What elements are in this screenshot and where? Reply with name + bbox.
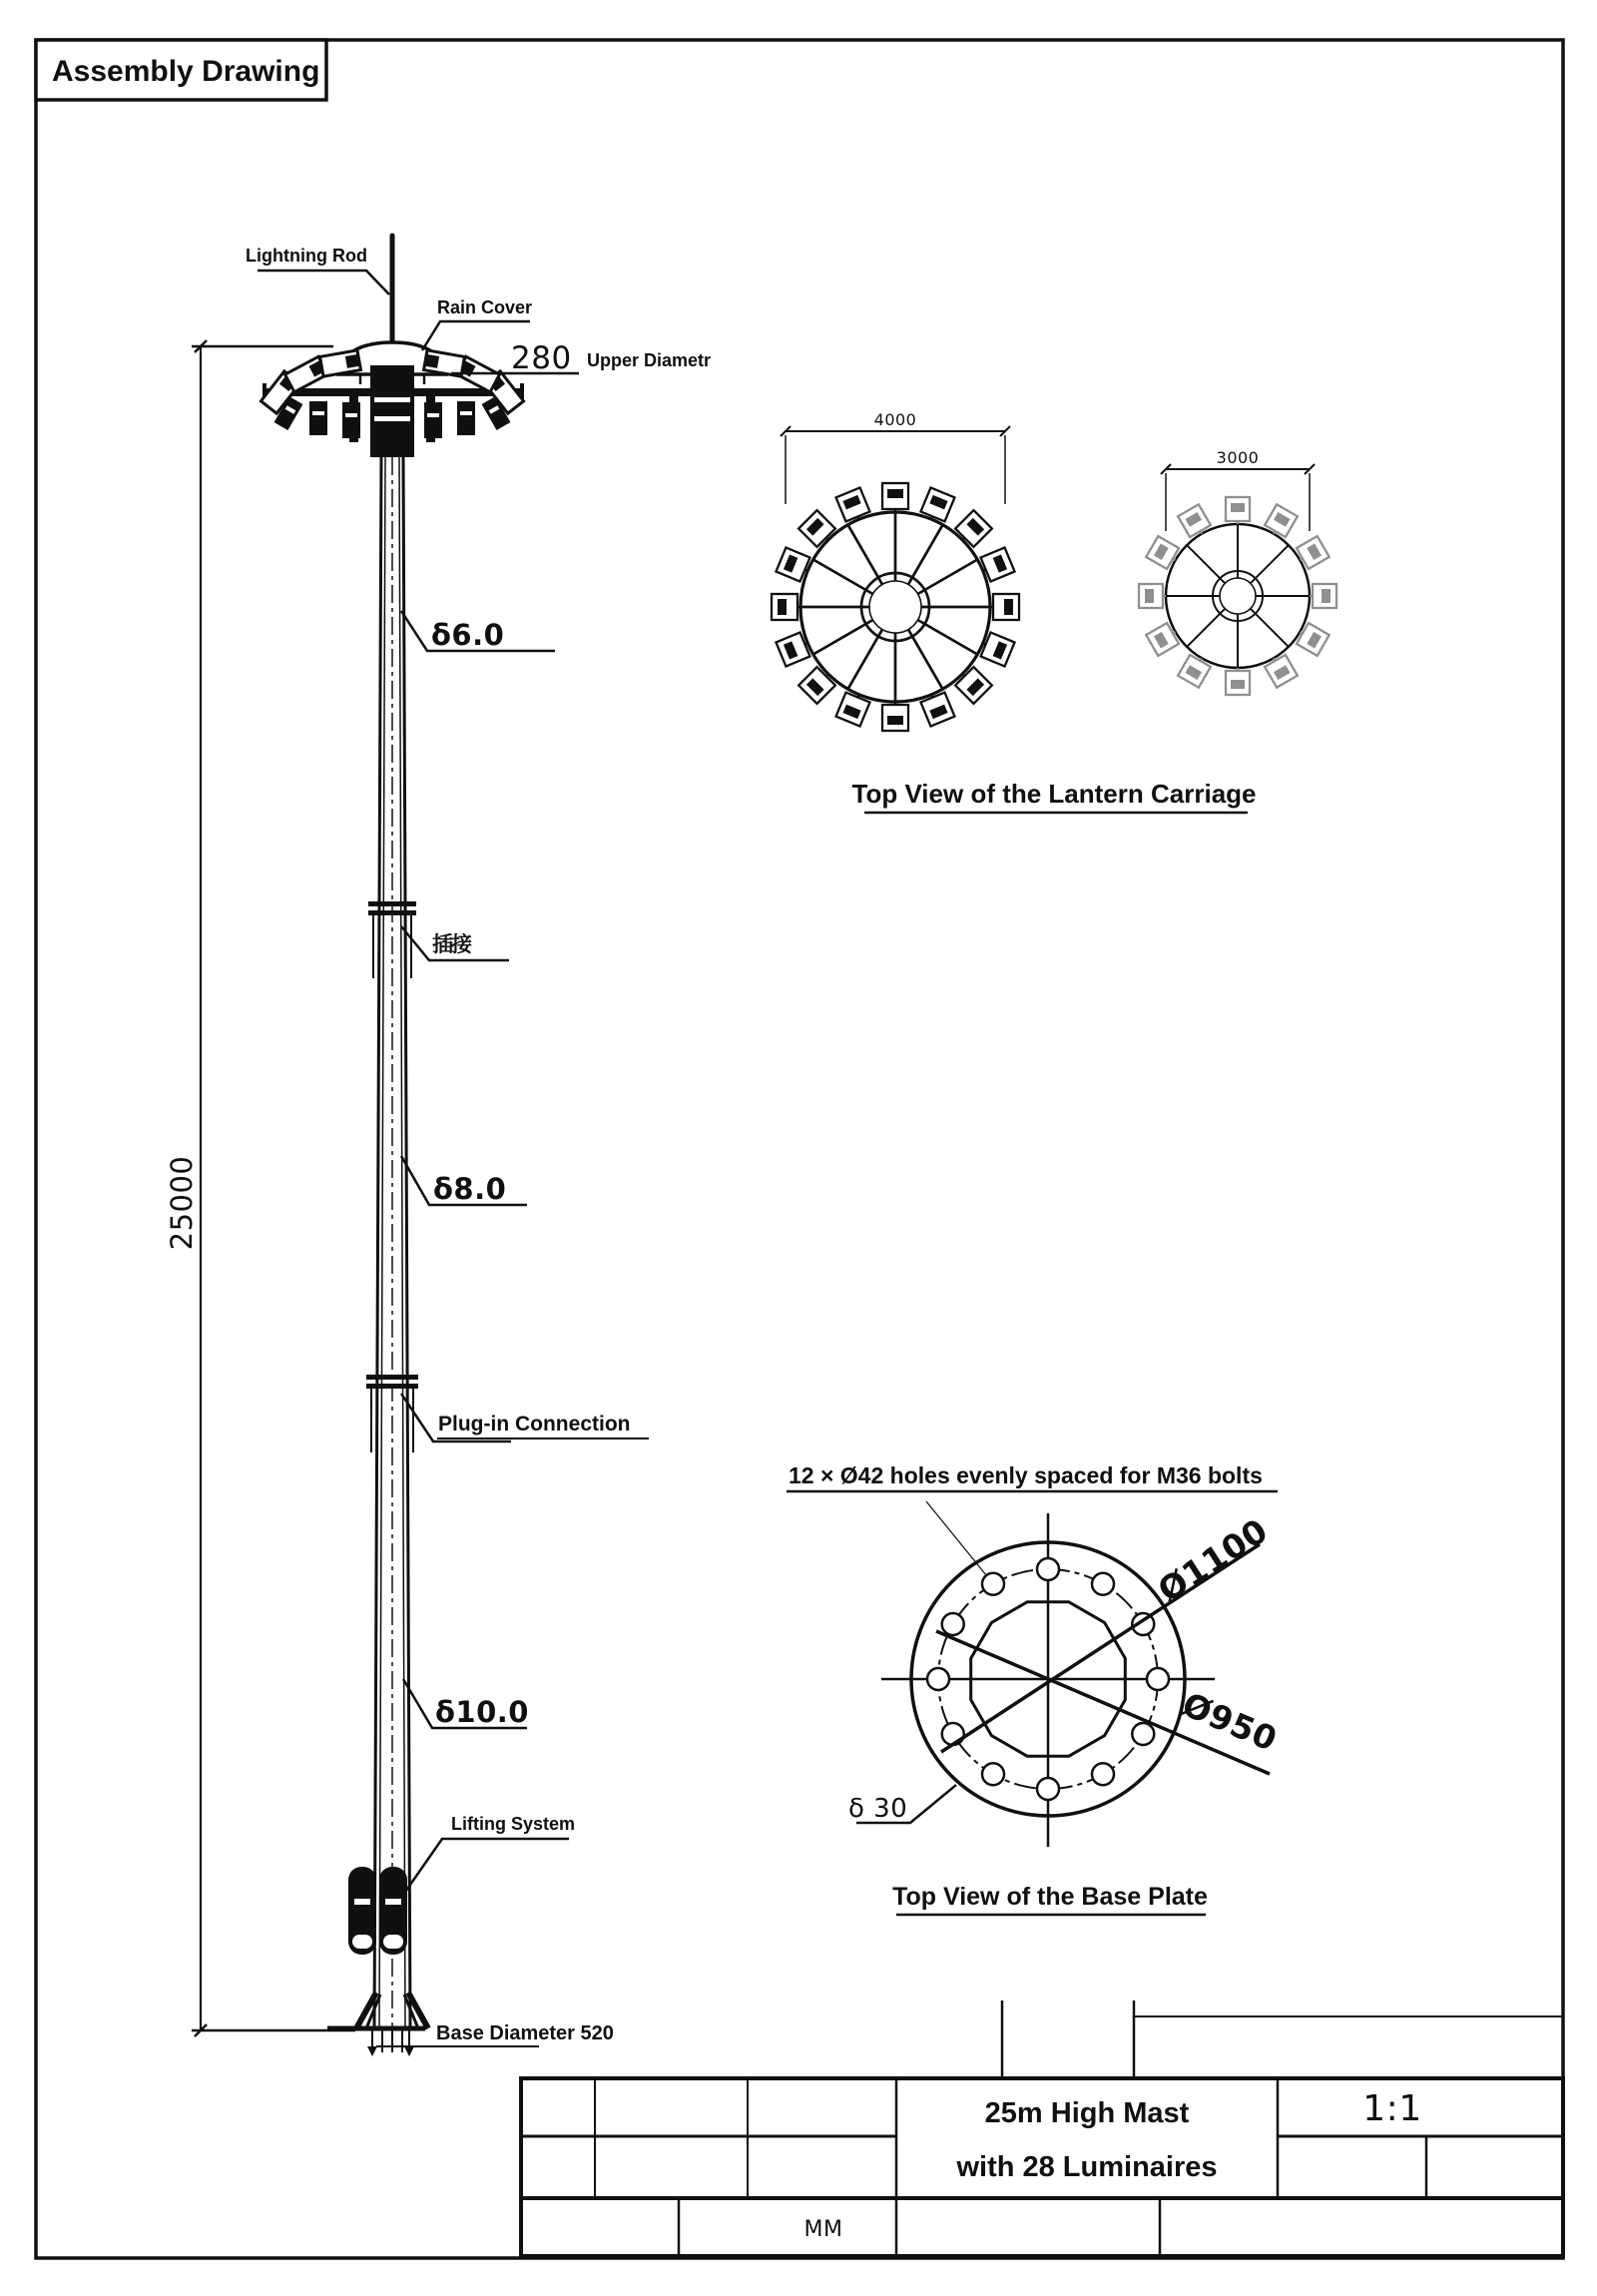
sheet-border [36, 40, 1563, 2258]
splice-label-cn: 插接 [432, 933, 470, 956]
outer-diameter-label: Ø1100 [1151, 1510, 1276, 1610]
plug-in-connection-label: Plug-in Connection [438, 1413, 631, 1435]
product-title-line1: 25m High Mast [984, 2097, 1190, 2129]
rain-cover-label: Rain Cover [437, 297, 533, 317]
dim-3000-label: 3000 [1216, 448, 1260, 467]
carriage-view-caption: Top View of the Lantern Carriage [851, 779, 1257, 809]
drawing-title-box [36, 40, 326, 100]
overall-height-dimension [165, 340, 355, 2036]
lantern-carriage-elevation [261, 350, 524, 457]
drawing-title: Assembly Drawing [52, 55, 320, 88]
elevation-labels [246, 246, 711, 2046]
carriage-wheel-large [772, 483, 1019, 731]
plate-thickness-label: δ 30 [848, 1794, 908, 1824]
units-value: MM [803, 2217, 843, 2242]
wall-thickness-mid-label: δ8.0 [433, 1172, 507, 1206]
pole-shaft [374, 457, 410, 2028]
mast-elevation [261, 236, 524, 2056]
lifting-system-graphic [348, 1867, 407, 1955]
product-title-line2: with 28 Luminaires [956, 2151, 1218, 2183]
overall-height-label: 25000 [165, 1155, 199, 1251]
base-plate-top-view [787, 1462, 1283, 1915]
dim-4000-label: 4000 [873, 410, 917, 429]
carriage-wheel-small [1139, 497, 1336, 695]
scale-value: 1:1 [1362, 2088, 1422, 2129]
upper-diameter-label: Upper Diametr [587, 350, 712, 370]
lifting-system-label: Lifting System [451, 1814, 576, 1834]
bolt-holes-note: 12 × Ø42 holes evenly spaced for M36 bolts [789, 1462, 1263, 1488]
wall-thickness-bottom-label: δ10.0 [435, 1695, 529, 1729]
lightning-rod-label: Lightning Rod [246, 246, 367, 266]
bolt-circle-diameter-label: Ø950 [1176, 1684, 1284, 1760]
title-block [521, 2001, 1563, 2256]
base-diameter-label: Base Diameter 520 [436, 2022, 614, 2044]
lantern-carriage-top-views [772, 410, 1336, 813]
base-plate-caption: Top View of the Base Plate [892, 1883, 1208, 1911]
wall-thickness-top-label: δ6.0 [431, 618, 505, 652]
upper-diameter-value: 280 [511, 340, 572, 376]
